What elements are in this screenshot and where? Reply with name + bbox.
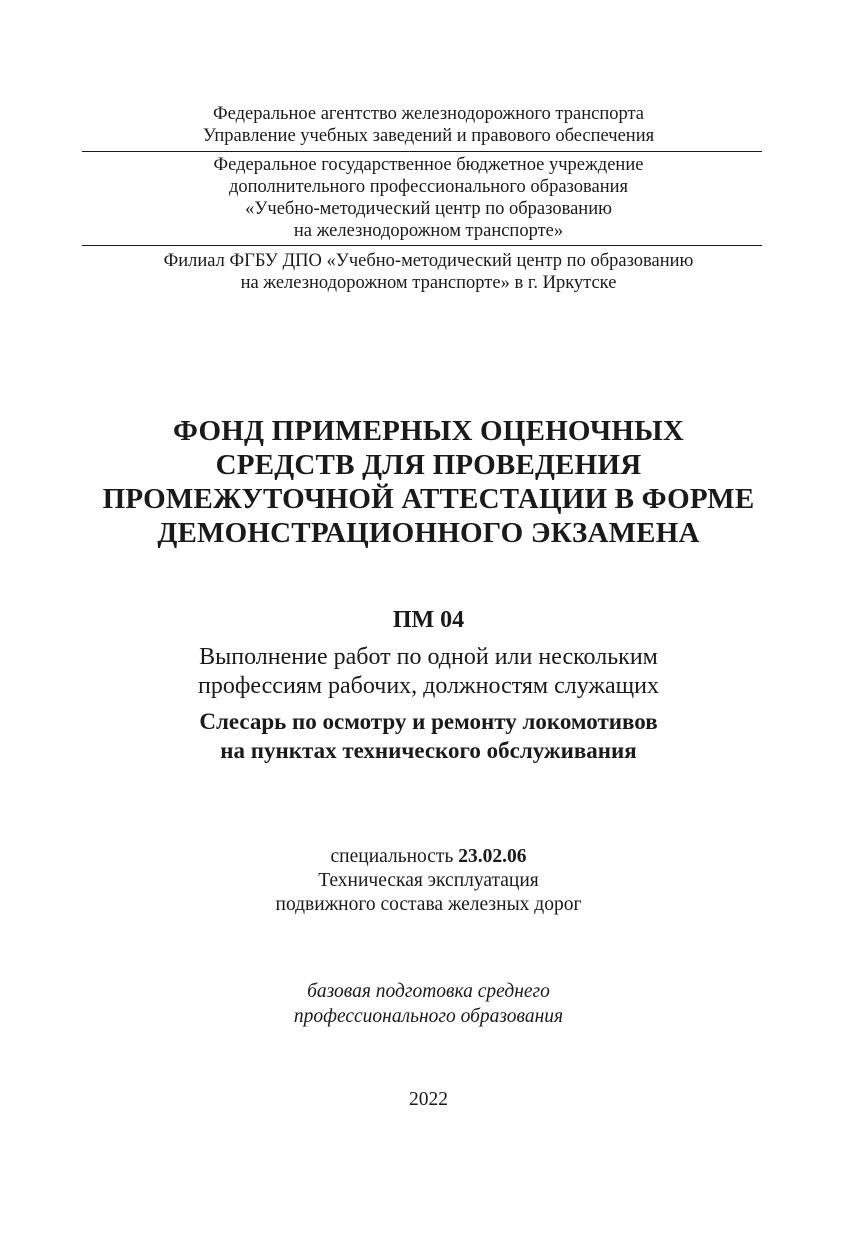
agency-line-1: Федеральное агентство железнодорожного транспорта	[212, 104, 644, 124]
module-name-line-2: профессиям рабочих, должностям служащих	[198, 673, 659, 699]
profession-line-1: Слесарь по осмотру и ремонту локомотивов	[199, 709, 658, 734]
module-name-line-1: Выполнение работ по одной или нескольким	[199, 644, 658, 670]
specialty-code-line	[0, 845, 857, 869]
level-line-1: базовая подготовка среднего	[307, 981, 550, 1002]
header-divider-2	[82, 245, 762, 246]
profession-line-2: на пунктах технического обслуживания	[220, 738, 637, 763]
publication-year: 2022	[409, 1089, 448, 1110]
specialty-block	[0, 845, 857, 917]
institution-block	[0, 154, 857, 242]
specialty-label: специальность	[330, 846, 459, 867]
module-code: ПМ 04	[392, 607, 465, 633]
title-line-1: ФОНД ПРИМЕРНЫХ ОЦЕНОЧНЫХ	[173, 415, 684, 447]
title-line-4: ДЕМОНСТРАЦИОННОГО ЭКЗАМЕНА	[157, 517, 700, 549]
institution-line-3: «Учебно-методический центр по образованию	[245, 199, 612, 219]
branch-line-2: на железнодорожном транспорте» в г. Иркутске	[240, 273, 617, 293]
specialty-name-line-1: Техническая эксплуатация	[318, 870, 539, 891]
module-name	[0, 643, 857, 701]
title-line-2: СРЕДСТВ ДЛЯ ПРОВЕДЕНИЯ	[215, 449, 642, 481]
education-level	[0, 979, 857, 1029]
title-line-3: ПРОМЕЖУТОЧНОЙ АТТЕСТАЦИИ В ФОРМЕ	[102, 483, 755, 515]
agency-block	[0, 103, 857, 147]
level-line-2: профессионального образования	[293, 1006, 564, 1027]
branch-line-1: Филиал ФГБУ ДПО «Учебно-методический центр по образованию	[163, 251, 694, 271]
specialty-name-line-2: подвижного состава железных дорог	[275, 894, 582, 915]
institution-line-2: дополнительного профессионального образования	[228, 177, 629, 197]
specialty-code: 23.02.06	[458, 846, 527, 867]
document-title	[0, 414, 857, 550]
branch-block	[0, 250, 857, 294]
module-profession	[0, 707, 857, 765]
institution-line-1: Федеральное государственное бюджетное учреждение	[213, 155, 644, 175]
header-divider-1	[82, 151, 762, 152]
agency-line-2: Управление учебных заведений и правового обеспечения	[202, 126, 655, 146]
institution-line-4: на железнодорожном транспорте»	[293, 221, 564, 241]
